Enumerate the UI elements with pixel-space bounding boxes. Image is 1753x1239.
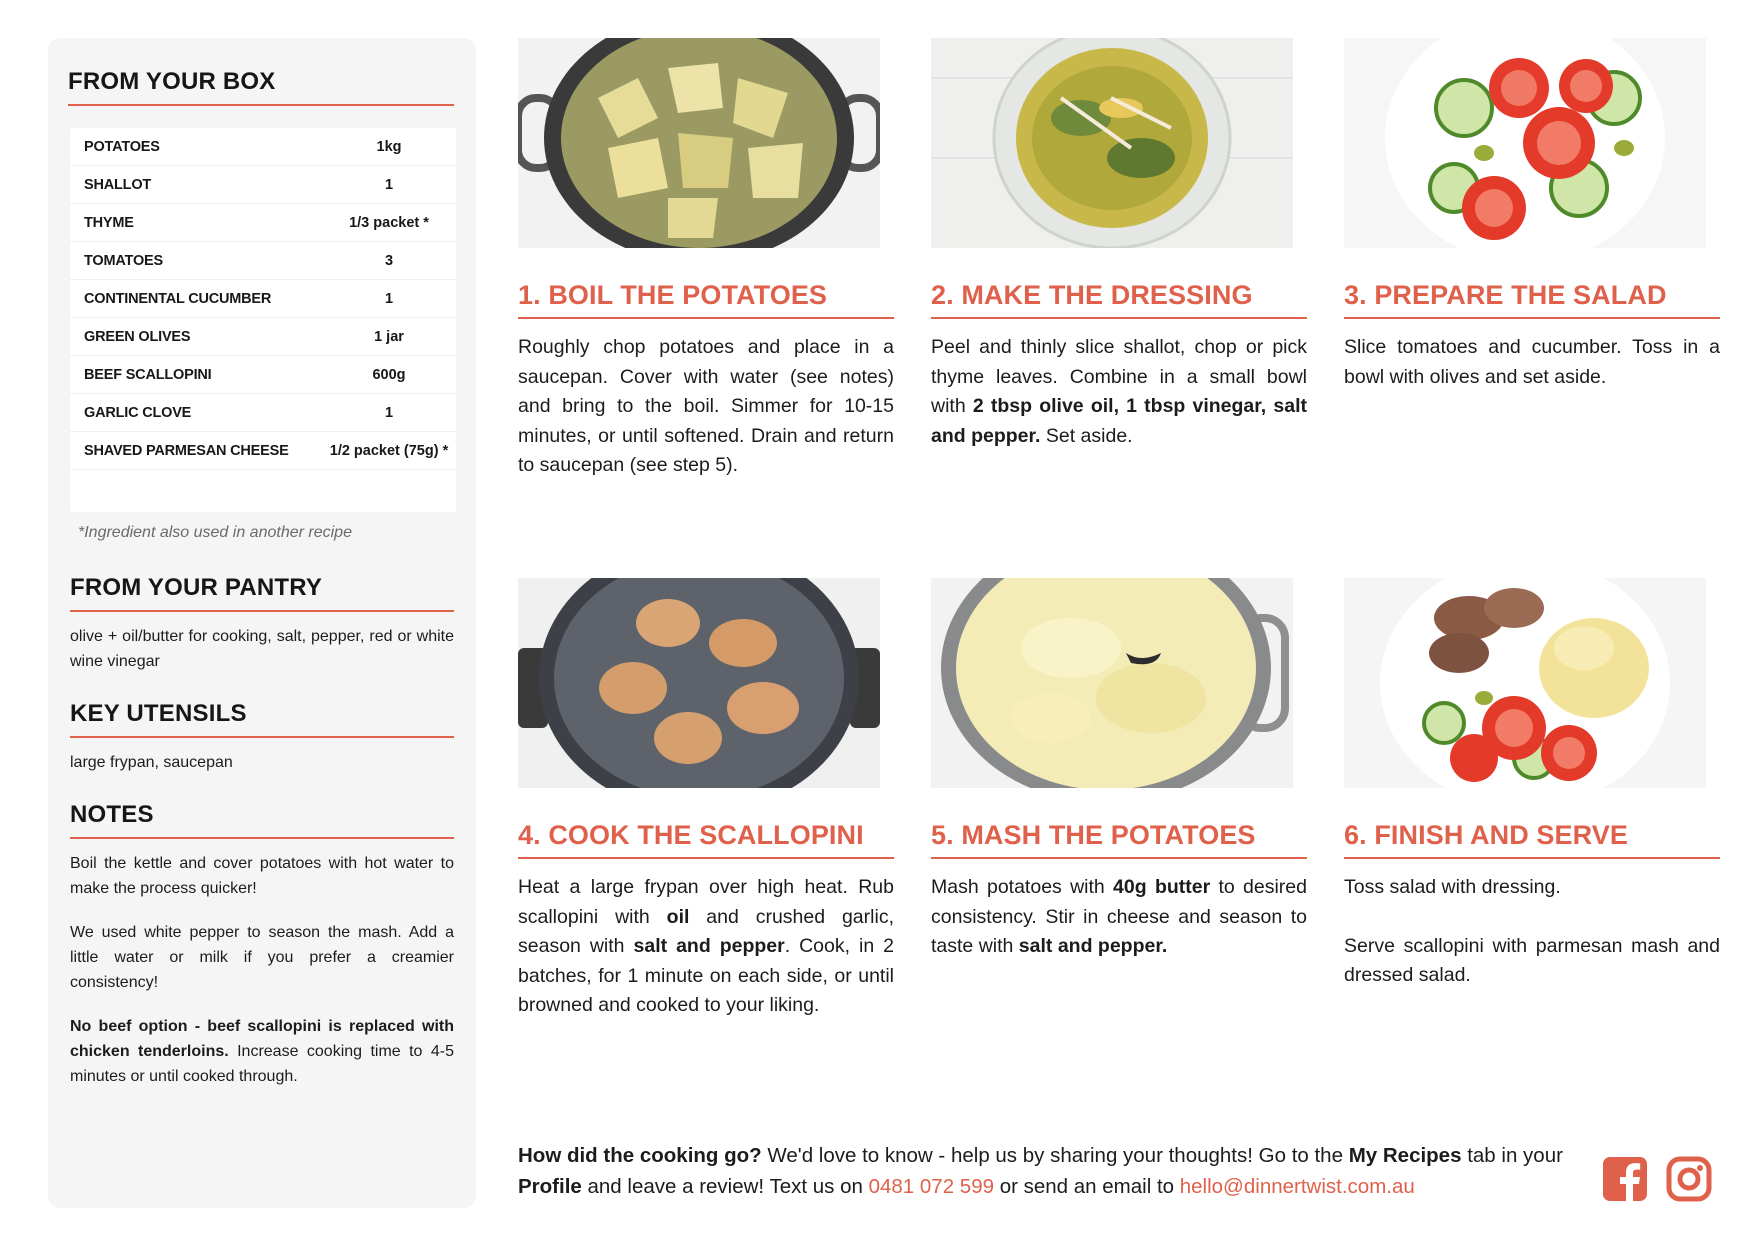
step-6 [1344, 578, 1720, 991]
footer-text: tab in your [1461, 1144, 1563, 1167]
instagram-icon[interactable] [1666, 1156, 1712, 1202]
ingredient-name: BEEF SCALLOPINI [84, 366, 212, 383]
step-6-text [1344, 873, 1720, 991]
ingredient-row [70, 318, 456, 356]
ingredients-sidebar [48, 38, 476, 1208]
step-text-part: Heat a large frypan over high heat. Rub scallopini with [518, 876, 894, 928]
ingredient-qty: 1 jar [374, 328, 404, 345]
ingredient-row [70, 242, 456, 280]
frypan-scallopini-photo [518, 578, 880, 788]
ingredient-name: CONTINENTAL CUCUMBER [84, 290, 272, 307]
step-text-part: Mash potatoes with [931, 876, 1114, 898]
step-bold-text: salt and pepper. [1018, 935, 1168, 957]
step-paragraph: Serve scallopini with parmesan mash and dressed salad. [1344, 934, 1720, 986]
note-paragraph [70, 1014, 454, 1089]
facebook-icon[interactable] [1602, 1156, 1648, 1202]
ingredient-name: TOMATOES [84, 252, 163, 269]
ingredient-name: SHALLOT [84, 176, 152, 193]
ingredient-qty: 1 [384, 176, 394, 193]
ingredient-qty: 1kg [376, 138, 402, 155]
step-1 [518, 38, 894, 481]
ingredient-row [70, 204, 456, 242]
ingredient-name: GREEN OLIVES [84, 328, 191, 345]
step-text-part: Peel and thinly slice shallot, chop or pick thyme leaves. Combine in a small bowl with [931, 336, 1307, 417]
step-bold-text: 40g butter [1113, 876, 1211, 898]
ingredient-row [70, 128, 456, 166]
step-2 [931, 38, 1307, 451]
step-5-text [931, 873, 1307, 962]
footer-text: or send an email to [994, 1175, 1180, 1198]
notes-heading: NOTES [70, 801, 454, 839]
ingredient-name: THYME [84, 214, 134, 231]
step-3-text: Slice tomatoes and cucumber. Toss in a bowl with olives and set aside. [1344, 336, 1720, 388]
ingredients-table [70, 128, 456, 512]
phone-link[interactable]: 0481 072 599 [868, 1175, 994, 1198]
mashed-potato-pot-photo [931, 578, 1293, 788]
served-plate-photo [1344, 578, 1706, 788]
ingredient-qty: 1/3 packet * [349, 214, 429, 231]
step-bold-text: salt and pepper [633, 935, 785, 957]
step-4-title: 4. COOK THE SCALLOPINI [518, 820, 894, 859]
step-6-title: 6. FINISH AND SERVE [1344, 820, 1720, 859]
ingredient-row [70, 432, 456, 470]
note-bold-text: No beef option - beef scallopini is replaced with chicken tenderloins. [70, 1018, 454, 1060]
email-link[interactable]: hello@dinnertwist.com.au [1179, 1175, 1415, 1198]
profile-label: Profile [518, 1175, 582, 1198]
ingredient-qty: 1 [384, 290, 394, 307]
pot-of-potatoes-photo [518, 38, 880, 248]
ingredient-name: SHAVED PARMESAN CHEESE [84, 442, 289, 459]
step-5-title: 5. MASH THE POTATOES [931, 820, 1307, 859]
ingredient-row [70, 280, 456, 318]
step-bold-text: 2 tbsp olive oil, 1 tbsp vinegar, salt and pepper. [931, 395, 1307, 447]
footer-text: and leave a review! Text us on [581, 1175, 869, 1198]
step-3-title: 3. PREPARE THE SALAD [1344, 280, 1720, 319]
step-paragraph: Toss salad with dressing. [1344, 876, 1561, 898]
ingredient-name: POTATOES [84, 138, 160, 155]
ingredient-row [70, 166, 456, 204]
utensils-text: large frypan, saucepan [70, 754, 233, 771]
step-5 [931, 578, 1307, 962]
key-utensils-heading: KEY UTENSILS [70, 700, 454, 738]
from-your-pantry-heading: FROM YOUR PANTRY [70, 574, 454, 612]
step-text-part: Set aside. [1040, 424, 1133, 447]
ingredient-qty: 1/2 packet (75g) * [329, 442, 449, 459]
dressing-bowl-photo [931, 38, 1293, 248]
footer-text: We'd love to know - help us by sharing your thoughts! Go to the [761, 1144, 1349, 1167]
salad-plate-photo [1344, 38, 1706, 248]
step-1-text: Roughly chop potatoes and place in a saucepan. Cover with water (see notes) and bring to the boil. Simmer for 10-15 minutes, or until softened. Drain and return to saucepan (see step 5). [518, 336, 894, 476]
step-4 [518, 578, 894, 1021]
note-text: Increase cooking time to 4-5 minutes or until cooked through. [70, 1043, 454, 1085]
pantry-section [70, 574, 454, 674]
ingredient-name: GARLIC CLOVE [84, 404, 192, 421]
ingredient-qty: 3 [384, 252, 394, 269]
step-2-title: 2. MAKE THE DRESSING [931, 280, 1307, 319]
step-4-text [518, 873, 894, 1021]
notes-text [70, 851, 454, 1089]
step-text-part: . Cook, in 2 batches, for 1 minute on each side, or until browned and cooked to your liking. [518, 935, 894, 1016]
pantry-text: olive + oil/butter for cooking, salt, pepper, red or white wine vinegar [70, 628, 454, 670]
step-text-part: and crushed garlic, season with [518, 905, 894, 957]
my-recipes-label: My Recipes [1348, 1144, 1462, 1167]
from-your-box-heading: FROM YOUR BOX [68, 68, 454, 106]
ingredient-row [70, 394, 456, 432]
ingredient-qty: 1 [384, 404, 394, 421]
notes-section [70, 801, 454, 1089]
review-footer [518, 1140, 1578, 1202]
footer-question: How did the cooking go? [518, 1144, 762, 1167]
step-text-part: to desired consistency. Stir in cheese and season to taste with [931, 876, 1307, 957]
note-paragraph: Boil the kettle and cover potatoes with hot water to make the process quicker! [70, 855, 454, 897]
ingredient-footnote: *Ingredient also used in another recipe [78, 524, 352, 541]
step-bold-text: oil [666, 905, 690, 928]
ingredient-row [70, 356, 456, 394]
step-2-text [931, 333, 1307, 451]
step-3 [1344, 38, 1720, 392]
step-1-title: 1. BOIL THE POTATOES [518, 280, 894, 319]
utensils-section [70, 700, 454, 775]
note-paragraph: We used white pepper to season the mash. Add a little water or milk if you prefer a creamier consistency! [70, 924, 454, 991]
ingredient-qty: 600g [372, 366, 406, 383]
